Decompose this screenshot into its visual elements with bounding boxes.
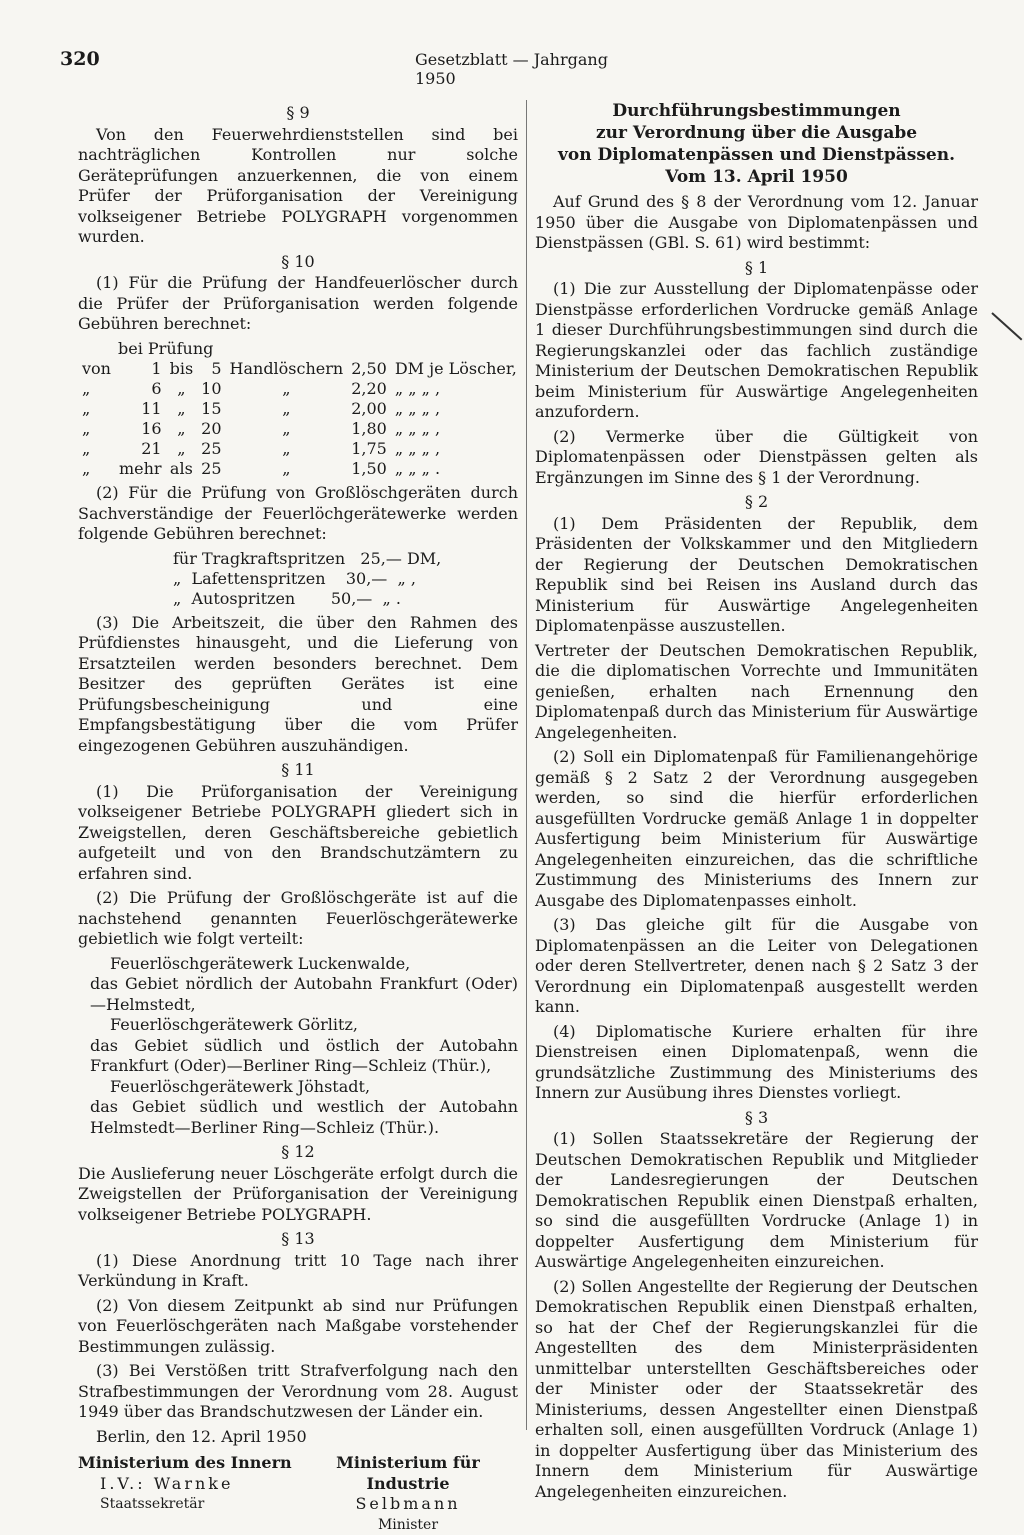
- paragraph: Vertreter der Deutschen Demokratischen Republik, die die diplomatischen Vorrechte und Immunitäten genießen, erhalten nach Ernennung den Diplomatenpaß durch das Ministerium für Auswärtige Angelegenheiten.: [535, 641, 978, 744]
- signatures: [78, 1453, 518, 1535]
- table-cell: „: [166, 419, 198, 439]
- table-cell: 21: [115, 439, 166, 459]
- table-cell: 11: [115, 399, 166, 419]
- table-cell: „ „ „ ,: [391, 419, 521, 439]
- paragraph: (3) Die Arbeitszeit, die über den Rahmen des Prüfdienstes hinausgeht, und die Lieferung von Ersatzteilen werden besonders berechnet. Dem Besitzer des geprüften Gerätes ist eine Prüfungsbescheinigung und eine Empfangsbestätigung über die vom Prüfer eingezogenen Gebühren auszuhändigen.: [78, 613, 518, 757]
- paragraph: (2) Die Prüfung der Großlöschgeräte ist auf die nachstehend genannten Feuerlöschgerätewerke gebietlich wie folgt verteilt:: [78, 888, 518, 950]
- decree-date: Vom 13. April 1950: [535, 166, 978, 188]
- table-cell: „: [78, 399, 115, 419]
- area-description: das Gebiet südlich und westlich der Autobahn Helmstedt—Berliner Ring—Schleiz (Thür.).: [78, 1097, 518, 1138]
- signature-title: Minister: [298, 1515, 518, 1535]
- margin-mark: [991, 312, 1022, 340]
- table-cell: 1,80: [347, 419, 391, 439]
- paragraph: (3) Das gleiche gilt für die Ausgabe von Diplomatenpässen an die Leiter von Delegationen oder deren Stellvertreter, denen nach § 2 Satz 3 der Verordnung ein Diplomatenpaß ausgestellt werden kann.: [535, 915, 978, 1018]
- paragraph: (1) Diese Anordnung tritt 10 Tage nach ihrer Verkündung in Kraft.: [78, 1251, 518, 1292]
- table-cell: 10: [197, 379, 225, 399]
- table-cell: 15: [197, 399, 225, 419]
- paragraph: (2) Für die Prüfung von Großlöschgeräten durch Sachverständige der Feuerlöchgerätewerke werden folgende Gebühren berechnet:: [78, 483, 518, 545]
- plant-name: Feuerlöschgerätewerk Görlitz,: [78, 1015, 518, 1036]
- plant-name: Feuerlöschgerätewerk Jöhstadt,: [78, 1077, 518, 1098]
- table-cell: „: [78, 439, 115, 459]
- table-cell: 16: [115, 419, 166, 439]
- title-line: von Diplomatenpässen und Dienstpässen.: [535, 144, 978, 166]
- paragraph: Auf Grund des § 8 der Verordnung vom 12. Januar 1950 über die Ausgabe von Diplomatenpässen und Dienstpässen (GBl. S. 61) wird bestimmt:: [535, 192, 978, 254]
- paragraph: (1) Die Prüforganisation der Vereinigung volkseigener Betriebe POLYGRAPH gliedert sich in Zweigstellen, deren Geschäftsbereiche gebietlich aufgeteilt und von den Brandschutzämtern zu erfahren sind.: [78, 782, 518, 885]
- paragraph: (1) Die zur Ausstellung der Diplomatenpässe oder Dienstpässe erforderlichen Vordrucke gemäß Anlage 1 dieser Durchführungsbestimmungen sind durch die Regierungskanzlei oder das fachlich zuständige Ministerium der Deutschen Demokratischen Republik beim Ministerium für Auswärtige Angelegenheiten anzufordern.: [535, 279, 978, 423]
- table-cell: 25: [197, 439, 225, 459]
- table-cell: „: [226, 399, 348, 419]
- paragraph: (2) Von diesem Zeitpunkt ab sind nur Prüfungen von Feuerlöschgeräten nach Maßgabe vorstehender Bestimmungen zulässig.: [78, 1296, 518, 1358]
- area-description: das Gebiet nördlich der Autobahn Frankfurt (Oder)—Helmstedt,: [78, 974, 518, 1015]
- list-item: „ Autospritzen 50,— „ .: [173, 589, 518, 609]
- section-heading: § 11: [78, 760, 518, 781]
- table-cell: „: [78, 419, 115, 439]
- page-number: 320: [60, 48, 100, 70]
- table-caption: bei Prüfung: [78, 339, 518, 360]
- table-cell: 1: [115, 359, 166, 379]
- table-row: [78, 439, 521, 459]
- table-cell: 1,50: [347, 459, 391, 479]
- section-heading: § 12: [78, 1142, 518, 1163]
- table-cell: „ „ „ ,: [391, 379, 521, 399]
- decree-title: [535, 100, 978, 188]
- section-heading: § 3: [535, 1108, 978, 1129]
- table-cell: als: [166, 459, 198, 479]
- paragraph: (3) Bei Verstößen tritt Strafverfolgung nach den Strafbestimmungen der Verordnung vom 28. August 1949 über das Brandschutzwesen der Länder ein.: [78, 1361, 518, 1423]
- header-title: Gesetzblatt — Jahrgang 1950: [415, 50, 650, 88]
- section-heading: § 9: [78, 103, 518, 124]
- table-cell: „: [226, 459, 348, 479]
- table-cell: „: [166, 379, 198, 399]
- paragraph: (1) Sollen Staatssekretäre der Regierung der Deutschen Demokratischen Republik und Mitglieder der Landesregierungen der Deutschen Demokratischen Republik einen Dienstpaß erhalten, so sind die ausgefüllten Vordrucke (Anlage 1) in doppelter Ausfertigung dem Ministerium für Auswärtige Angelegenheiten einzureichen.: [535, 1129, 978, 1273]
- table-cell: „: [226, 419, 348, 439]
- section-heading: § 2: [535, 492, 978, 513]
- table-cell: mehr: [115, 459, 166, 479]
- signature-name: Selbmann: [298, 1494, 518, 1515]
- table-cell: 5: [197, 359, 225, 379]
- section-heading: § 1: [535, 258, 978, 279]
- table-cell: „: [226, 379, 348, 399]
- distribution-list: [78, 954, 518, 1139]
- section-heading: § 13: [78, 1229, 518, 1250]
- table-cell: „ „ „ ,: [391, 439, 521, 459]
- table-cell: 2,00: [347, 399, 391, 419]
- paragraph: (2) Soll ein Diplomatenpaß für Familienangehörige gemäß § 2 Satz 2 der Verordnung ausgegeben werden, so sind die hierfür erforderlichen ausgefüllten Vordrucke gemäß Anlage 1 in doppelter Ausfertigung beim Ministerium für Auswärtige Angelegenheiten einzureichen, das die schriftliche Zustimmung des Ministeriums des Innern zur Ausgabe des Diplomatenpasses einholt.: [535, 747, 978, 911]
- table-row: [78, 419, 521, 439]
- paragraph: (2) Vermerke über die Gültigkeit von Diplomatenpässen oder Dienstpässen gelten als Ergänzungen im Sinne des § 1 der Verordnung.: [535, 427, 978, 489]
- instrument-fee-list: [173, 549, 518, 609]
- table-cell: „ „ „ .: [391, 459, 521, 479]
- signature-ministry: Ministerium für Industrie: [298, 1453, 518, 1494]
- closing-date: Berlin, den 12. April 1950: [78, 1427, 518, 1448]
- page-header: [60, 48, 650, 72]
- list-item: für Tragkraftspritzen 25,— DM,: [173, 549, 518, 569]
- table-cell: DM je Löscher,: [391, 359, 521, 379]
- paragraph: (2) Sollen Angestellte der Regierung der Deutschen Demokratischen Republik einen Dienstpaß erhalten, so hat der Chef der Regierungskanzlei für die Angestellten des dem Ministerpräsidenten unmittelbar unterstellten Geschäftsbereiches oder der Minister oder der Staatssekretär des Ministeriums, dessen Angestellter einen Dienstpaß erhalten soll, einen ausgefüllten Vordruck (Anlage 1) in doppelter Ausfertigung über das Ministerium des Innern dem Ministerium für Auswärtige Angelegenheiten einzureichen.: [535, 1277, 978, 1503]
- signature-ministry: Ministerium des Innern: [78, 1453, 298, 1474]
- signature-block: [298, 1453, 518, 1535]
- fee-table: [78, 359, 521, 479]
- paragraph: (1) Dem Präsidenten der Republik, dem Präsidenten der Volkskammer und den Mitgliedern der Regierung der Deutschen Demokratischen Republik sind bei Reisen ins Ausland durch das Ministerium für Auswärtige Angelegenheiten Diplomatenpässe auszustellen.: [535, 514, 978, 637]
- table-row: [78, 359, 521, 379]
- table-cell: „: [78, 379, 115, 399]
- section-heading: § 10: [78, 252, 518, 273]
- table-cell: 20: [197, 419, 225, 439]
- left-column: [78, 100, 518, 1535]
- signature-block: [78, 1453, 298, 1535]
- table-cell: 25: [197, 459, 225, 479]
- column-divider: [526, 100, 527, 1430]
- paragraph: Die Auslieferung neuer Löschgeräte erfolgt durch die Zweigstellen der Prüforganisation der Vereinigung volkseigener Betriebe POLYGRAPH.: [78, 1164, 518, 1226]
- paragraph: Von den Feuerwehrdienststellen sind bei nachträglichen Kontrollen nur solche Geräteprüfungen anzuerkennen, die von einem Prüfer der Prüforganisation der Vereinigung volkseigener Betriebe POLYGRAPH vorgenommen wurden.: [78, 125, 518, 248]
- table-cell: „ „ „ ,: [391, 399, 521, 419]
- table-row: [78, 399, 521, 419]
- table-cell: „: [166, 399, 198, 419]
- table-cell: 1,75: [347, 439, 391, 459]
- paragraph: (1) Für die Prüfung der Handfeuerlöscher durch die Prüfer der Prüforganisation werden folgende Gebühren berechnet:: [78, 273, 518, 335]
- area-description: das Gebiet südlich und östlich der Autobahn Frankfurt (Oder)—Berliner Ring—Schleiz (Thür.),: [78, 1036, 518, 1077]
- paragraph: (4) Diplomatische Kuriere erhalten für ihre Dienstreisen einen Diplomatenpaß, wenn die grundsätzliche Zustimmung des Ministeriums des Innern zur Ausübung ihres Dienstes vorliegt.: [535, 1022, 978, 1104]
- table-cell: 2,20: [347, 379, 391, 399]
- title-line: Durchführungsbestimmungen: [535, 100, 978, 122]
- table-cell: „: [166, 439, 198, 459]
- table-cell: 6: [115, 379, 166, 399]
- table-cell: 2,50: [347, 359, 391, 379]
- table-row: [78, 379, 521, 399]
- table-row: [78, 459, 521, 479]
- list-item: „ Lafettenspritzen 30,— „ ,: [173, 569, 518, 589]
- title-line: zur Verordnung über die Ausgabe: [535, 122, 978, 144]
- table-cell: Handlöschern: [226, 359, 348, 379]
- signature-title: Staatssekretär: [78, 1494, 298, 1515]
- table-cell: „: [78, 459, 115, 479]
- right-column: [535, 100, 978, 1506]
- table-cell: von: [78, 359, 115, 379]
- table-cell: bis: [166, 359, 198, 379]
- plant-name: Feuerlöschgerätewerk Luckenwalde,: [78, 954, 518, 975]
- signature-name: I.V.: Warnke: [78, 1474, 298, 1495]
- table-cell: „: [226, 439, 348, 459]
